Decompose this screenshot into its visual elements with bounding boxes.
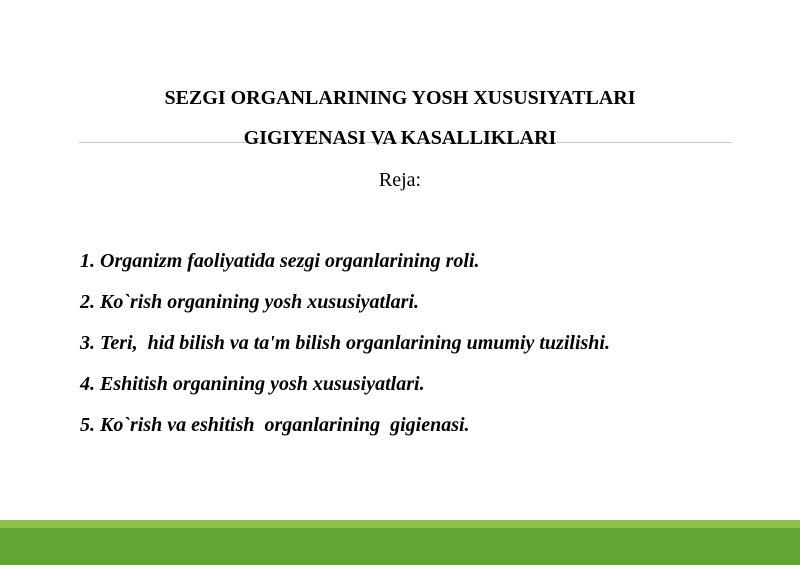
slide-title-line-2: GIGIYENASI VA KASALLIKLARI	[243, 127, 557, 149]
slide-title-line-1: SEZGI ORGANLARINING YOSH XUSUSIYATLARI	[164, 87, 636, 109]
footer-bar	[0, 528, 800, 565]
footer-accent-bar	[0, 520, 800, 528]
plan-item-5: 5. Ko`rish va eshitish organlarining gigienasi.	[80, 414, 470, 436]
plan-item-2: 2. Ko`rish organining yosh xususiyatlari.	[80, 291, 419, 313]
plan-item-3: 3. Teri, hid bilish va ta'm bilish organlarining umumiy tuzilishi.	[80, 332, 610, 354]
plan-item-4: 4. Eshitish organining yosh xususiyatlari.	[80, 373, 425, 395]
plan-item-1: 1. Organizm faoliyatida sezgi organlarining roli.	[80, 250, 480, 272]
plan-list	[80, 248, 610, 453]
plan-heading: Reja:	[378, 169, 422, 191]
